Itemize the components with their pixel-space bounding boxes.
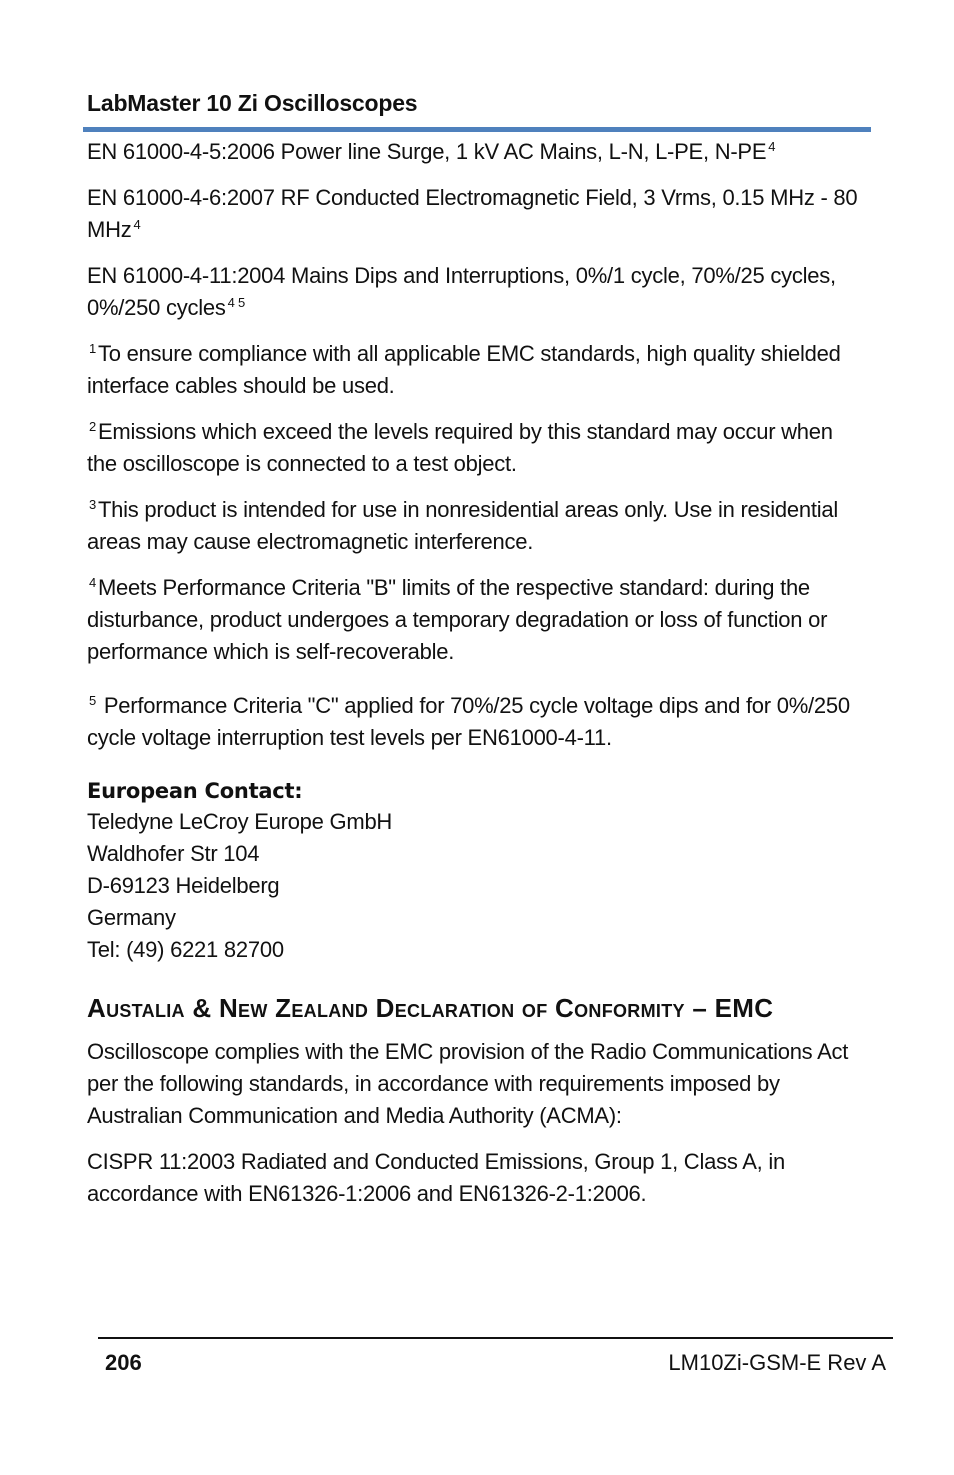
contact-line: Germany xyxy=(87,905,176,930)
footnote xyxy=(87,690,867,754)
contact-line: Waldhofer Str 104 xyxy=(87,841,260,866)
contact-heading: European Contact: xyxy=(87,779,303,803)
footnote-ref: 4 5 xyxy=(227,294,245,310)
contact-line: D-69123 Heidelberg xyxy=(87,873,280,898)
footnote xyxy=(87,572,867,668)
footnote-ref: 4 xyxy=(768,138,776,154)
footnote xyxy=(87,338,867,402)
section-standard: CISPR 11:2003 Radiated and Conducted Emissions, Group 1, Class A, in accordance with EN61326-1:2006 and EN61326-2-1:2006. xyxy=(87,1149,785,1206)
standard-item xyxy=(87,182,867,246)
standard-text: EN 61000-4-6:2007 RF Conducted Electromagnetic Field, 3 Vrms, 0.15 MHz - 80 MHz xyxy=(87,185,858,242)
footnote-text: Performance Criteria "C" applied for 70%/25 cycle voltage dips and for 0%/250 cycle voltage interruption test levels per EN61000-4-11. xyxy=(87,693,850,750)
footnote-text: To ensure compliance with all applicable EMC standards, high quality shielded interface cables should be used. xyxy=(87,341,841,398)
footnote xyxy=(87,494,867,558)
contact-line: Teledyne LeCroy Europe GmbH xyxy=(87,809,393,834)
footnote-number: 2 xyxy=(89,418,96,434)
footnote-text: This product is intended for use in nonresidential areas only. Use in residential areas may cause electromagnetic interference. xyxy=(87,497,838,554)
footnote-text: Meets Performance Criteria "B" limits of the respective standard: during the disturbance, product undergoes a temporary degradation or loss of function or performance which is self-recoverable. xyxy=(87,575,828,664)
footnote-number: 4 xyxy=(89,574,96,590)
standard-item xyxy=(87,136,867,168)
standard-text: EN 61000-4-11:2004 Mains Dips and Interruptions, 0%/1 cycle, 70%/25 cycles, 0%/250 cycles xyxy=(87,263,836,320)
page-number: 206 xyxy=(105,1350,142,1375)
footnote-number: 5 xyxy=(89,692,96,708)
footnote-number: 1 xyxy=(89,340,96,356)
document-id: LM10Zi-GSM-E Rev A xyxy=(668,1350,886,1375)
page-header-title: LabMaster 10 Zi Oscilloscopes xyxy=(87,90,418,116)
footnote-ref: 4 xyxy=(133,216,141,232)
footnote-number: 3 xyxy=(89,496,96,512)
footer-rule xyxy=(98,1337,893,1339)
page-content xyxy=(87,136,867,1224)
contact-line: Tel: (49) 6221 82700 xyxy=(87,937,284,962)
header-rule xyxy=(83,127,871,132)
section-intro: Oscilloscope complies with the EMC provision of the Radio Communications Act per the following standards, in accordance with requirements imposed by Australian Communication and Media Authority (ACMA): xyxy=(87,1039,849,1128)
standard-item xyxy=(87,260,867,324)
footnote xyxy=(87,416,867,480)
standard-text: EN 61000-4-5:2006 Power line Surge, 1 kV AC Mains, L-N, L-PE, N-PE xyxy=(87,139,767,164)
footnote-text: Emissions which exceed the levels required by this standard may occur when the oscilloscope is connected to a test object. xyxy=(87,419,833,476)
section-heading: Austalia & New Zealand Declaration of Conformity – EMC xyxy=(87,993,774,1023)
